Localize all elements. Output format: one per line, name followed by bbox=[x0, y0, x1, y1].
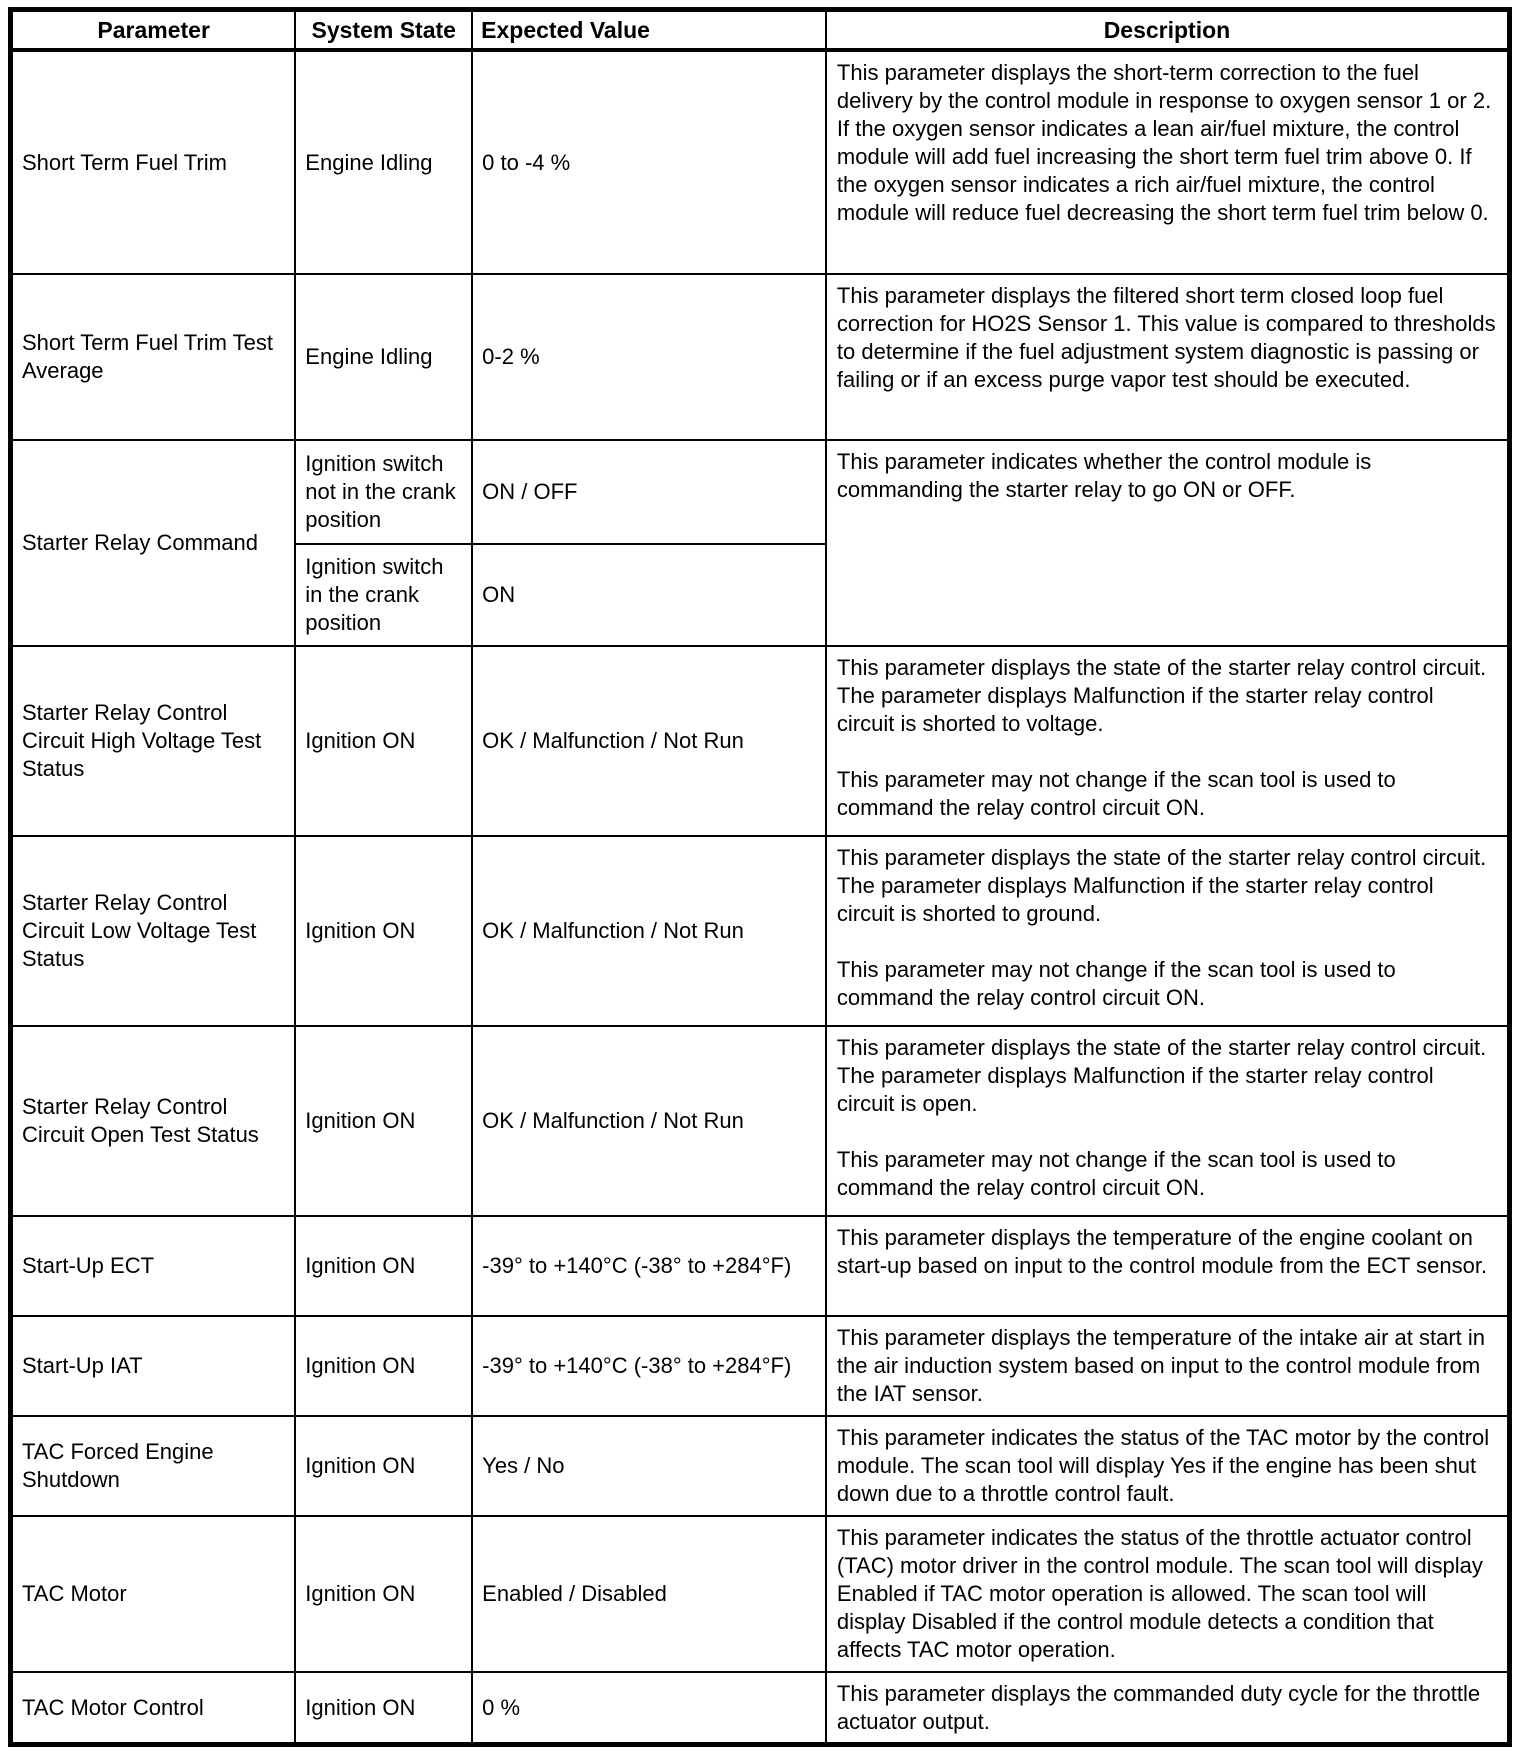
system-state-cell: Ignition ON bbox=[295, 1516, 472, 1672]
system-state-cell: Engine Idling bbox=[295, 274, 472, 440]
header-system-state: System State bbox=[295, 10, 472, 51]
table-row-tac-motor-control bbox=[11, 1672, 1510, 1745]
table-row-tac-motor bbox=[11, 1516, 1510, 1672]
description-cell bbox=[826, 836, 1510, 1026]
parameter-cell: TAC Motor Control bbox=[11, 1672, 296, 1745]
expected-value-cell: 0 % bbox=[472, 1672, 826, 1745]
system-state-cell: Ignition ON bbox=[295, 1672, 472, 1745]
expected-value-cell: OK / Malfunction / Not Run bbox=[472, 1026, 826, 1216]
system-state-cell: Ignition ON bbox=[295, 1216, 472, 1316]
expected-value-cell: ON bbox=[472, 544, 826, 646]
parameter-cell: Starter Relay Control Circuit Open Test Status bbox=[11, 1026, 296, 1216]
parameter-cell: Starter Relay Control Circuit Low Voltage Test Status bbox=[11, 836, 296, 1026]
description-paragraph: This parameter may not change if the scan tool is used to command the relay control circuit ON. bbox=[836, 1147, 1396, 1200]
system-state-cell: Ignition ON bbox=[295, 1026, 472, 1216]
parameter-cell: TAC Motor bbox=[11, 1516, 296, 1672]
description-paragraph: This parameter displays the state of the starter relay control circuit. The parameter displays Malfunction if the starter relay control circuit is open. bbox=[836, 1035, 1487, 1116]
system-state-cell: Ignition switch in the crank position bbox=[295, 544, 472, 646]
description-cell bbox=[826, 1026, 1510, 1216]
system-state-cell: Ignition ON bbox=[295, 836, 472, 1026]
description-cell bbox=[826, 1516, 1510, 1672]
parameter-cell: Starter Relay Control Circuit High Voltage Test Status bbox=[11, 646, 296, 836]
description-cell bbox=[826, 274, 1510, 440]
description-paragraph: This parameter displays the short-term correction to the fuel delivery by the control module in response to oxygen sensor 1 or 2. If the oxygen sensor indicates a lean air/fuel mixture, the control module will add fuel increasing the short term fuel trim above 0. If the oxygen sensor indicates a rich air/fuel mixture, the control module will reduce fuel decreasing the short term fuel trim below 0. bbox=[836, 60, 1492, 225]
table-row-tac-forced-engine-shutdown bbox=[11, 1416, 1510, 1516]
description-cell bbox=[826, 1672, 1510, 1745]
description-paragraph: This parameter displays the state of the starter relay control circuit. The parameter displays Malfunction if the starter relay control circuit is shorted to ground. bbox=[836, 845, 1487, 926]
table-row-start-up-iat bbox=[11, 1316, 1510, 1416]
description-paragraph: This parameter displays the commanded duty cycle for the throttle actuator output. bbox=[836, 1681, 1481, 1734]
table-row-stft-test-average bbox=[11, 274, 1510, 440]
header-description: Description bbox=[826, 10, 1510, 51]
table-row-starter-relay-high-voltage bbox=[11, 646, 1510, 836]
parameter-cell: Short Term Fuel Trim Test Average bbox=[11, 274, 296, 440]
table-row-start-up-ect bbox=[11, 1216, 1510, 1316]
parameter-cell: Starter Relay Command bbox=[11, 440, 296, 646]
parameter-cell: Start-Up ECT bbox=[11, 1216, 296, 1316]
table-row-starter-relay-command-a bbox=[11, 440, 1510, 544]
scan-tool-parameter-table bbox=[8, 7, 1512, 1747]
system-state-cell: Ignition ON bbox=[295, 646, 472, 836]
description-cell bbox=[826, 1216, 1510, 1316]
expected-value-cell: OK / Malfunction / Not Run bbox=[472, 836, 826, 1026]
parameter-cell: Start-Up IAT bbox=[11, 1316, 296, 1416]
parameter-cell: TAC Forced Engine Shutdown bbox=[11, 1416, 296, 1516]
description-paragraph: This parameter displays the state of the starter relay control circuit. The parameter displays Malfunction if the starter relay control circuit is shorted to voltage. bbox=[836, 655, 1487, 736]
header-row bbox=[11, 10, 1510, 51]
description-paragraph: This parameter displays the filtered short term closed loop fuel correction for HO2S Sensor 1. This value is compared to thresholds to determine if the fuel adjustment system diagnostic is passing or failing or if an excess purge vapor test should be executed. bbox=[836, 283, 1496, 392]
system-state-cell: Ignition ON bbox=[295, 1316, 472, 1416]
description-cell bbox=[826, 646, 1510, 836]
expected-value-cell: ON / OFF bbox=[472, 440, 826, 544]
description-paragraph: This parameter may not change if the scan tool is used to command the relay control circuit ON. bbox=[836, 767, 1396, 820]
table-row-starter-relay-open-test bbox=[11, 1026, 1510, 1216]
system-state-cell: Engine Idling bbox=[295, 50, 472, 274]
parameter-cell: Short Term Fuel Trim bbox=[11, 50, 296, 274]
description-cell bbox=[826, 440, 1510, 646]
description-cell bbox=[826, 1316, 1510, 1416]
table-row-starter-relay-low-voltage bbox=[11, 836, 1510, 1026]
header-expected-value: Expected Value bbox=[472, 10, 826, 51]
header-parameter: Parameter bbox=[11, 10, 296, 51]
expected-value-cell: -39° to +140°C (-38° to +284°F) bbox=[472, 1316, 826, 1416]
description-paragraph: This parameter displays the temperature of the intake air at start in the air induction system based on input to the control module from the IAT sensor. bbox=[836, 1325, 1486, 1406]
system-state-cell: Ignition ON bbox=[295, 1416, 472, 1516]
expected-value-cell: -39° to +140°C (-38° to +284°F) bbox=[472, 1216, 826, 1316]
expected-value-cell: Enabled / Disabled bbox=[472, 1516, 826, 1672]
expected-value-cell: Yes / No bbox=[472, 1416, 826, 1516]
expected-value-cell: 0 to -4 % bbox=[472, 50, 826, 274]
description-cell bbox=[826, 50, 1510, 274]
description-paragraph: This parameter indicates whether the control module is commanding the starter relay to go ON or OFF. bbox=[836, 449, 1372, 502]
table-row-short-term-fuel-trim bbox=[11, 50, 1510, 274]
description-paragraph: This parameter indicates the status of the TAC motor by the control module. The scan tool will display Yes if the engine has been shut down due to a throttle control fault. bbox=[836, 1425, 1490, 1506]
system-state-cell: Ignition switch not in the crank position bbox=[295, 440, 472, 544]
description-paragraph: This parameter indicates the status of the throttle actuator control (TAC) motor driver in the control module. The scan tool will display Enabled if TAC motor operation is allowed. The scan tool will display Disabled if the control module detects a condition that affects TAC motor operation. bbox=[836, 1525, 1483, 1662]
description-cell bbox=[826, 1416, 1510, 1516]
description-paragraph: This parameter displays the temperature of the engine coolant on start-up based on input to the control module from the ECT sensor. bbox=[836, 1225, 1488, 1278]
description-paragraph: This parameter may not change if the scan tool is used to command the relay control circuit ON. bbox=[836, 957, 1396, 1010]
expected-value-cell: OK / Malfunction / Not Run bbox=[472, 646, 826, 836]
expected-value-cell: 0-2 % bbox=[472, 274, 826, 440]
